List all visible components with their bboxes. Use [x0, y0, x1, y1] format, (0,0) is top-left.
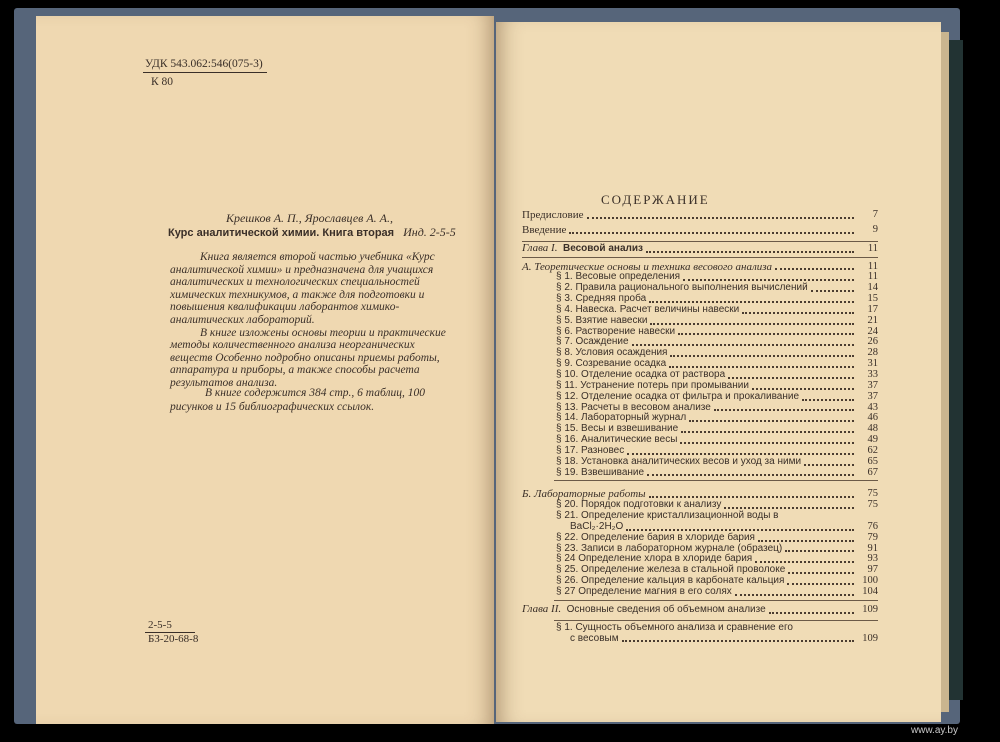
toc-entry-text: § 18. Установка аналитических весов и уход за ними	[556, 455, 802, 467]
toc-entry-text: § 3. Средняя проба	[556, 293, 647, 305]
toc-leader-dots	[735, 593, 854, 596]
annotation-paragraph-2: В книге изложены основы теории и практические методы количественного анализа неорганических веществ Особенно подробно описаны приемы работы, аппаратура и приборы, а также способы расчета результатов анализа.	[170, 326, 446, 389]
toc-page-number: 43	[867, 401, 878, 413]
toc-page-number: 33	[867, 368, 878, 380]
toc-page-number: 11	[867, 260, 878, 272]
toc-page-number: 97	[867, 564, 878, 576]
toc-page-number: 100	[862, 575, 878, 587]
toc-entry-text: § 1. Весовые определения	[556, 271, 681, 283]
toc-entry-text: § 16. Аналитические весы	[556, 434, 678, 446]
toc-leader-dots	[689, 419, 854, 422]
toc-page-number: 24	[867, 325, 878, 337]
toc-divider	[554, 480, 878, 481]
toc-page-number: 65	[867, 455, 878, 467]
book-title-line	[168, 225, 456, 240]
watermark: www.ay.by	[910, 725, 958, 736]
toc-page-number: 31	[867, 358, 878, 370]
toc-page-number: 67	[867, 466, 878, 478]
toc-entry-text: § 22. Определение бария в хлориде бария	[556, 531, 755, 543]
table-of-contents	[522, 210, 878, 644]
toc-leader-dots	[646, 250, 854, 253]
toc-row-section-continued	[522, 634, 878, 645]
toc-row-intro	[522, 225, 878, 236]
toc-leader-dots	[811, 289, 854, 292]
toc-divider	[554, 600, 878, 601]
toc-entry-text: § 12. Отделение осадка от фильтра и прокаливание	[556, 390, 800, 402]
toc-leader-dots	[775, 267, 854, 270]
toc-sections-b	[522, 500, 878, 598]
toc-divider	[522, 241, 878, 242]
toc-entry-text: § 10. Отделение осадка от раствора	[556, 368, 726, 380]
bottom-code-1: 2-5-5	[148, 619, 172, 631]
toc-page-number: 91	[867, 542, 878, 554]
toc-entry-text: § 25. Определение железа в стальной проволоке	[556, 564, 786, 576]
toc-entry-text: § 5. Взятие навески	[556, 314, 648, 326]
toc-page-number: 79	[867, 531, 878, 543]
toc-row-section	[522, 316, 878, 327]
toc-entry-text: § 21. Определение кристаллизационной воды в	[556, 510, 779, 522]
toc-entry-text: § 7. Осаждение	[556, 336, 629, 348]
toc-sections-a	[522, 272, 878, 478]
toc-leader-dots	[724, 506, 854, 509]
toc-page-number: 75	[867, 499, 878, 511]
toc-leader-dots	[669, 365, 854, 368]
toc-leader-dots	[622, 639, 854, 642]
toc-page-number: 26	[867, 336, 878, 348]
authors: Крешков А. П., Ярославцев А. А.,	[226, 211, 394, 225]
toc-row-section	[522, 392, 878, 403]
chapter-title: Основные сведения об объемном анализе	[566, 603, 766, 615]
chapter-label: Глава I.	[522, 241, 558, 254]
toc-leader-dots	[742, 311, 854, 314]
toc-page-number: 109	[862, 632, 878, 644]
toc-page-number: 14	[867, 282, 878, 294]
toc-leader-dots	[804, 463, 854, 466]
toc-row-chapter-2	[522, 602, 878, 616]
toc-page-number: 46	[867, 412, 878, 424]
toc-leader-dots	[785, 549, 854, 552]
toc-entry-text: § 8. Условия осаждения	[556, 347, 668, 359]
toc-entry-text: § 6. Растворение навески	[556, 325, 676, 337]
toc-leader-dots	[647, 473, 854, 476]
toc-entry-text: § 11. Устранение потерь при промывании	[556, 379, 749, 391]
toc-chapter-heading	[522, 604, 769, 616]
toc-leader-dots	[632, 343, 854, 346]
toc-row-section	[522, 457, 878, 468]
toc-leader-dots	[802, 398, 854, 401]
toc-entry-text: с весовым	[570, 632, 619, 644]
toc-page-number: 11	[867, 242, 878, 254]
toc-page-number: 7	[872, 209, 878, 220]
toc-entry-text: § 19. Взвешивание	[556, 466, 645, 478]
bottom-code-2: БЗ-20-68-8	[148, 633, 199, 645]
toc-page-number: 21	[867, 314, 878, 326]
toc-row-section	[522, 623, 878, 634]
toc-entry-text: § 20. Порядок подготовки к анализу	[556, 499, 722, 511]
udk-underline	[143, 72, 267, 73]
toc-row-chapter-1	[522, 241, 878, 255]
toc-sections-c	[522, 623, 878, 645]
toc-entry-text: § 4. Навеска. Расчет величины навески	[556, 303, 740, 315]
annotation-paragraph-1: Книга является второй частью учебника «Курс аналитической химии» и предназначена для учащихся аналитических и технологических специальностей химических техникумов, а также для подготовки и повышения квалификации лаборантов химико-аналитических лабораторий.	[170, 251, 435, 326]
toc-page-number: 11	[867, 271, 878, 283]
annotation	[170, 251, 458, 390]
toc-leader-dots	[769, 611, 854, 614]
toc-leader-dots	[670, 354, 854, 357]
toc-page-number: 37	[867, 379, 878, 391]
toc-page-number: 104	[862, 586, 878, 597]
toc-entry-text: § 26. Определение кальция в карбонате кальция	[556, 575, 785, 587]
toc-entry-text: § 2. Правила рационального выполнения вычислений	[556, 282, 808, 294]
library-code: К 80	[151, 76, 174, 88]
toc-entry-text: § 17. Разновес	[556, 444, 625, 456]
toc-page-number: 62	[867, 444, 878, 456]
toc-row-section	[522, 468, 878, 479]
toc-leader-dots	[755, 560, 854, 563]
toc-entry-text: § 14. Лабораторный журнал	[556, 412, 687, 424]
toc-entry-text: § 1. Сущность объемного анализа и сравнение его	[556, 621, 793, 633]
toc-title: СОДЕРЖАНИЕ	[601, 192, 710, 207]
toc-leader-dots	[714, 408, 854, 411]
toc-row-section	[522, 587, 878, 598]
toc-chapter-heading	[522, 243, 646, 255]
toc-leader-dots	[569, 231, 854, 234]
toc-page-number: 93	[867, 553, 878, 565]
page-edges	[941, 32, 949, 712]
toc-page-number: 109	[862, 603, 878, 615]
toc-divider	[522, 257, 878, 258]
toc-entry-text: § 9. Созревание осадка	[556, 358, 667, 370]
toc-leader-dots	[649, 300, 854, 303]
toc-leader-dots	[752, 387, 854, 390]
toc-page-number: 17	[867, 303, 878, 315]
toc-leader-dots	[758, 539, 854, 542]
toc-entry-text: § 24 Определение хлора в хлориде бария	[556, 553, 753, 565]
toc-leader-dots	[787, 582, 854, 585]
book-spine	[949, 40, 963, 700]
toc-entry-text: BaCl₂·2H₂O	[570, 520, 624, 532]
toc-entry-text: Введение	[522, 223, 567, 236]
toc-page-number: 49	[867, 434, 878, 446]
toc-leader-dots	[626, 528, 854, 531]
toc-leader-dots	[587, 216, 855, 219]
toc-page-number: 9	[872, 223, 878, 235]
toc-leader-dots	[683, 278, 854, 281]
toc-entry-text: § 15. Весы и взвешивание	[556, 423, 679, 435]
toc-page-number: 76	[867, 520, 878, 532]
chapter-title: Весовой анализ	[562, 242, 643, 254]
toc-page-number: 15	[867, 293, 878, 305]
toc-leader-dots	[728, 376, 854, 379]
toc-leader-dots	[627, 452, 854, 455]
toc-leader-dots	[649, 495, 854, 498]
toc-page-number: 75	[867, 488, 878, 500]
toc-page-number: 28	[867, 347, 878, 359]
toc-leader-dots	[680, 441, 854, 444]
toc-page-number: 48	[867, 423, 878, 435]
udk-code: УДК 543.062:546(075-3)	[145, 58, 263, 70]
toc-divider	[554, 620, 878, 621]
chapter-label: Глава II.	[522, 602, 562, 615]
toc-entry-text: Б. Лабораторные работы	[522, 488, 646, 501]
toc-entry-text: А. Теоретические основы и техника весового анализа	[522, 260, 773, 273]
toc-leader-dots	[650, 322, 854, 325]
toc-row-section	[522, 533, 878, 544]
toc-entry-text: Предисловие	[522, 209, 584, 221]
toc-entry-text: § 27 Определение магния в его солях	[556, 586, 732, 597]
toc-leader-dots	[678, 332, 854, 335]
toc-page-number: 37	[867, 390, 878, 402]
book-index: Инд. 2-5-5	[403, 225, 456, 239]
contents-note-text: В книге содержится 384 стр., 6 таблиц, 100 рисунков и 15 библиографических ссылок.	[170, 387, 425, 413]
book-title: Курс аналитической химии. Книга вторая	[168, 227, 395, 239]
toc-entry-text: § 13. Расчеты в весовом анализе	[556, 401, 711, 413]
book-contents-note	[170, 386, 458, 414]
toc-entry-text: § 23. Записи в лабораторном журнале (образец)	[556, 542, 783, 554]
toc-row-preface	[522, 210, 878, 221]
toc-leader-dots	[681, 430, 854, 433]
toc-leader-dots	[788, 571, 854, 574]
